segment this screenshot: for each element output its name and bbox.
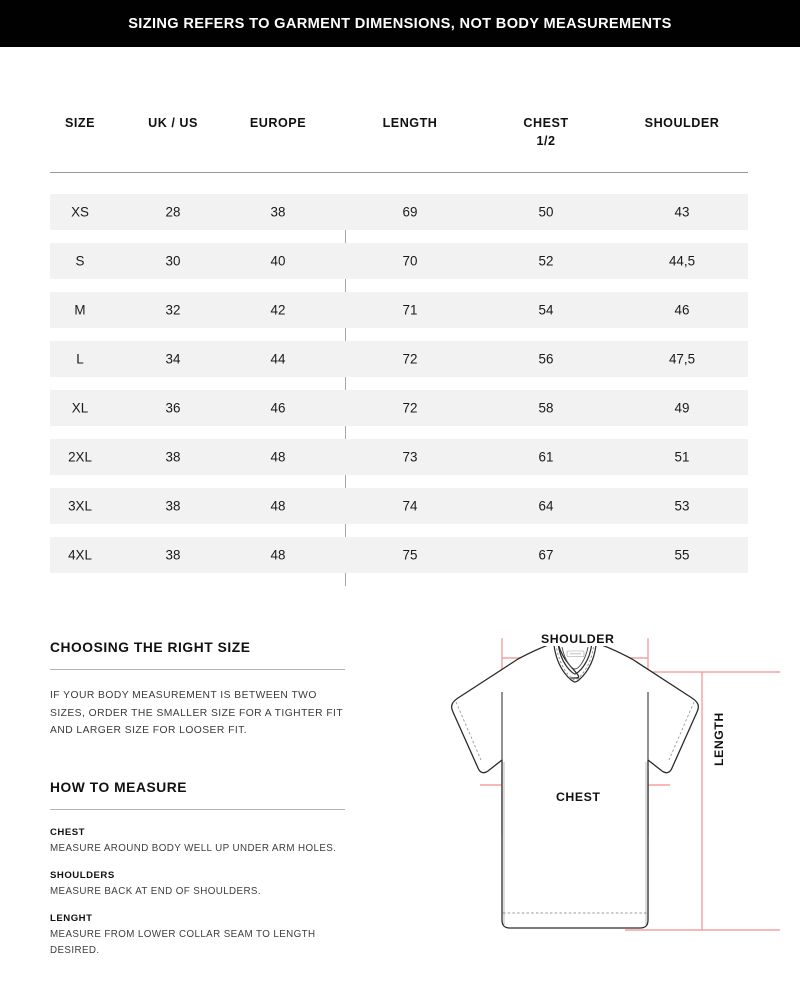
table-row — [50, 390, 748, 426]
column-header-uk-us: UK / US — [148, 116, 198, 130]
cell-chest: 58 — [538, 400, 554, 416]
cell-shoulder: 47,5 — [668, 351, 696, 367]
choosing-body: IF YOUR BODY MEASUREMENT IS BETWEEN TWO SIZES, ORDER THE SMALLER SIZE FOR A TIGHTER FIT AND LARGER SIZE FOR LOOSER FIT. — [50, 690, 343, 737]
cell-length: 70 — [402, 253, 418, 269]
column-header-chest — [523, 114, 568, 151]
cell-length: 71 — [402, 302, 418, 318]
cell-size: 2XL — [68, 449, 92, 465]
cell-shoulder: 46 — [674, 302, 690, 318]
measure-term: SHOULDERS — [50, 869, 115, 881]
cell-size: M — [74, 302, 86, 318]
cell-europe: 46 — [270, 400, 286, 416]
cell-length: 72 — [402, 351, 418, 367]
diagram-label-chest: CHEST — [550, 790, 606, 804]
cell-uk-us: 38 — [165, 449, 181, 465]
measure-item-chest — [50, 827, 350, 857]
cell-europe: 44 — [270, 351, 286, 367]
cell-europe: 42 — [270, 302, 286, 318]
cell-shoulder: 55 — [674, 547, 690, 563]
cell-size: S — [75, 253, 85, 269]
measure-term: CHEST — [50, 827, 86, 838]
tshirt-measurement-diagram — [440, 620, 780, 965]
column-header-chest-main: CHEST — [523, 116, 569, 130]
how-to-measure-title: HOW TO MEASURE — [50, 780, 187, 795]
cell-chest: 61 — [538, 449, 554, 465]
column-header-chest-sub: 1/2 — [536, 134, 556, 149]
cell-chest: 64 — [538, 498, 554, 514]
table-row — [50, 341, 748, 377]
cell-shoulder: 49 — [674, 400, 690, 416]
table-body — [50, 194, 748, 573]
cell-uk-us: 34 — [165, 351, 181, 367]
column-header-size: SIZE — [65, 116, 95, 130]
header-divider — [50, 172, 748, 173]
measure-definition: MEASURE FROM LOWER COLLAR SEAM TO LENGTH DESIRED. — [50, 928, 316, 956]
header-banner — [0, 0, 800, 47]
choosing-title: CHOOSING THE RIGHT SIZE — [50, 640, 251, 655]
cell-europe: 48 — [270, 498, 286, 514]
cell-uk-us: 38 — [165, 547, 181, 563]
cell-europe: 40 — [270, 253, 286, 269]
cell-size: XS — [71, 204, 89, 220]
measure-definition: MEASURE AROUND BODY WELL UP UNDER ARM HOLES. — [50, 843, 337, 854]
cell-chest: 52 — [538, 253, 554, 269]
size-table — [50, 100, 748, 586]
how-to-measure-divider — [50, 809, 345, 810]
cell-size: XL — [71, 400, 89, 416]
table-row — [50, 292, 748, 328]
measure-item-shoulders — [50, 870, 350, 900]
cell-length: 73 — [402, 449, 418, 465]
choosing-right-size-section — [50, 640, 350, 740]
cell-uk-us: 28 — [165, 204, 181, 220]
column-header-shoulder: SHOULDER — [644, 116, 720, 130]
cell-uk-us: 30 — [165, 253, 181, 269]
cell-chest: 56 — [538, 351, 554, 367]
column-header-europe: EUROPE — [249, 116, 307, 130]
cell-chest: 67 — [538, 547, 554, 563]
cell-europe: 48 — [270, 449, 286, 465]
brand-tag-icon — [567, 651, 584, 657]
cell-length: 69 — [402, 204, 418, 220]
cell-uk-us: 38 — [165, 498, 181, 514]
diagram-label-shoulder: SHOULDER — [535, 632, 620, 646]
choosing-divider — [50, 669, 345, 670]
cell-uk-us: 36 — [165, 400, 181, 416]
cell-length: 75 — [402, 547, 418, 563]
table-row — [50, 194, 748, 230]
measure-item-length — [50, 913, 350, 959]
cell-uk-us: 32 — [165, 302, 181, 318]
cell-size: 4XL — [68, 547, 92, 563]
diagram-label-length: LENGTH — [712, 708, 726, 770]
cell-chest: 50 — [538, 204, 554, 220]
cell-europe: 48 — [270, 547, 286, 563]
table-row — [50, 439, 748, 475]
cell-chest: 54 — [538, 302, 554, 318]
measure-definition: MEASURE BACK AT END OF SHOULDERS. — [50, 885, 261, 897]
table-header-row — [50, 100, 748, 162]
measure-term: LENGHT — [50, 912, 93, 924]
banner-title: SIZING REFERS TO GARMENT DIMENSIONS, NOT BODY MEASUREMENTS — [128, 15, 672, 32]
cell-length: 74 — [402, 498, 418, 514]
table-row — [50, 488, 748, 524]
cell-size: L — [76, 351, 84, 367]
table-row — [50, 243, 748, 279]
cell-shoulder: 53 — [674, 498, 690, 514]
column-header-length: LENGTH — [382, 116, 438, 130]
cell-shoulder: 44,5 — [668, 253, 696, 269]
cell-shoulder: 51 — [674, 449, 690, 465]
cell-size: 3XL — [68, 498, 92, 514]
tshirt-diagram-svg — [440, 620, 780, 965]
table-row — [50, 537, 748, 573]
cell-europe: 38 — [270, 204, 286, 220]
how-to-measure-section — [50, 780, 350, 971]
cell-shoulder: 43 — [674, 204, 690, 220]
cell-length: 72 — [402, 400, 418, 416]
